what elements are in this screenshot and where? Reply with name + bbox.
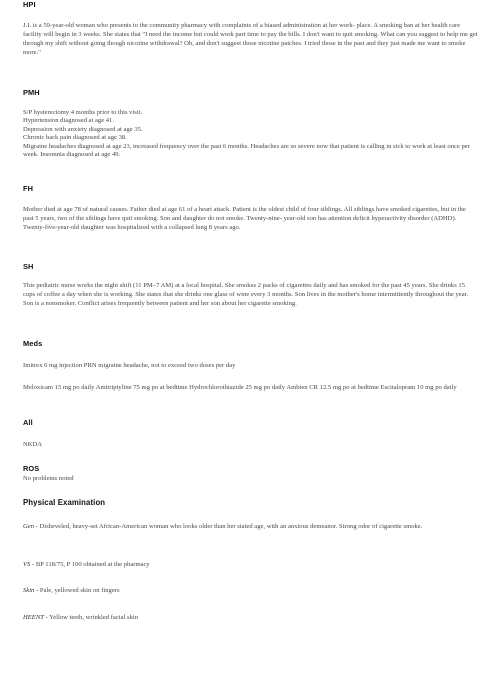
hpi-heading: HPI [23, 0, 36, 9]
pe-skin-text: - Pale, yellowed skin on fingers [34, 587, 120, 594]
meds-heading: Meds [23, 339, 43, 348]
pe-vs-label: VS [23, 561, 31, 568]
fh-text: Mother died at age 78 of natural causes. Father died at age 61 of a heart attack. Patient is the oldest child of four siblings. All siblings have smoked cigarettes, but in the past 5 years, two of the siblings have quit smoking. Son and daughter do not smoke. Twenty-nine- year-old son has attention deficit hyperactivity disorder (ADHD). Twenty-five-year-old daughter was hospitalized with a collapsed lung 8 years ago. [23, 206, 466, 231]
pe-heent [23, 614, 478, 623]
pmh-list [23, 109, 478, 159]
ros-text: No problems noted [23, 475, 74, 482]
pmh-item: Migraine headaches diagnosed at age 23, increased frequency over the past 6 months. Headaches are so severe now that patient is calling in sick to work at least once per week. Insomnia diagnosed at age 49. [23, 142, 470, 159]
meds-line-1: Imitrex 6 mg injection PRN migraine headache, not to exceed two doses per day [23, 362, 236, 369]
pmh-item: Chronic back pain diagnosed at age 38. [23, 134, 127, 142]
pe-heent-label: HEENT [23, 614, 44, 621]
sh-heading: SH [23, 262, 34, 271]
pe-skin [23, 587, 478, 596]
meds-line-2: Meloxicam 15 mg po daily Amitriptyline 75 mg po at bedtime Hydrochlorothiazide 25 mg po daily Ambien CR 12.5 mg po at bedtime Escitalopram 10 mg po daily [23, 384, 457, 391]
pe-vs-text: - BP 118/75, P 100 obtained at the pharmacy [30, 561, 150, 568]
all-text: NKDA [23, 441, 43, 448]
pe-heent-text: - Yellow teeth, wrinkled facial skin [43, 614, 139, 621]
ros-heading: ROS [23, 464, 40, 473]
pmh-item: Hypertension diagnosed at age 41. [23, 117, 115, 125]
all-heading: All [23, 418, 33, 427]
pe-heading: Physical Examination [23, 498, 106, 507]
pe-skin-label: Skin [23, 587, 35, 594]
sh-text: This pediatric nurse works the night shift (11 PM–7 AM) at a local hospital. She smokes 2 packs of cigarettes daily and has smoked for the past 45 years. She drinks 15 cups of coffee a day when she is working. She states that she drinks one glass of wine every 3 months. Son lives in the mother's home intermittently throughout the year. Son is a nonsmoker. Conflict arises frequently between patient and her son about her cigarette smoking. [23, 282, 469, 307]
pe-gen-label: Gen [23, 523, 34, 530]
fh-heading: FH [23, 184, 34, 193]
pmh-item: S/P hysterectomy 4 months prior to this visit. [23, 109, 143, 116]
hpi-text: J.I. is a 59-year-old woman who presents to the community pharmacy with complaints of a biased administration at her work- place. A smoking ban at her health care facility will begin in 3 weeks. She states that "I need the income but could work part time to pay the bills. I don't want to quit smoking. What can you suggest to help me get through my shift without going though nicotine withdrawal? Oh, and don't suggest those nicotine patches. I tried those in the past and they just made me want to smoke more." [23, 22, 478, 56]
pmh-heading: PMH [23, 88, 40, 97]
pe-gen [23, 523, 478, 532]
pe-gen-text: - Disheveled, heavy-set African-American woman who looks older than her stated age, with an anxious demeanor. Strong odor of cigarette smoke. [34, 523, 423, 530]
pe-vs [23, 561, 478, 570]
pmh-item: Depression with anxiety diagnosed at age 35. [23, 125, 143, 133]
